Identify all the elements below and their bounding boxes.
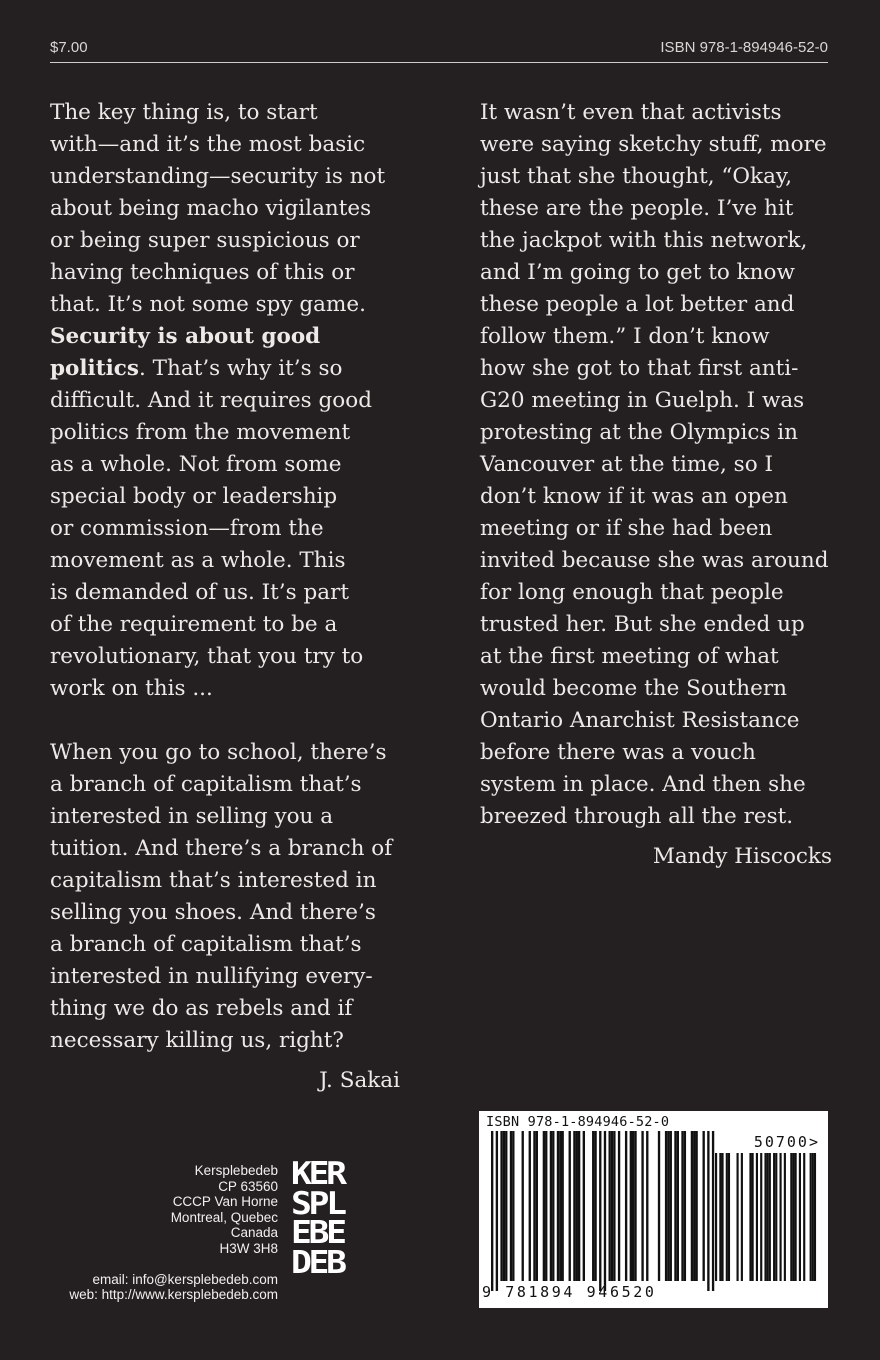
barcode-bar — [569, 1131, 571, 1281]
addon-bar — [780, 1153, 782, 1281]
barcode-bar — [604, 1131, 606, 1291]
barcode-bar — [646, 1131, 648, 1281]
addon-bar — [814, 1153, 816, 1281]
text-line: interested in nullifying every- — [50, 964, 373, 989]
address-line: Canada — [230, 1225, 278, 1241]
text-line: system in place. And then she — [480, 772, 806, 797]
logo-line: EBE — [291, 1215, 344, 1251]
addon-bar — [803, 1153, 805, 1281]
spacer — [50, 1257, 278, 1272]
text-line: understanding—security is not — [50, 164, 386, 189]
addon-bar — [769, 1153, 771, 1281]
barcode-bar — [545, 1131, 547, 1281]
barcode-bar — [670, 1131, 672, 1281]
barcode-bar — [562, 1131, 564, 1281]
addon-bar — [812, 1153, 814, 1281]
text-line-mixed — [50, 353, 400, 385]
addon-bar — [756, 1153, 758, 1281]
addon-bar — [795, 1153, 797, 1281]
text-line: with—and it’s the most basic — [50, 132, 366, 157]
barcode-price-addon: 50700> — [753, 1133, 820, 1151]
addon-bar — [752, 1153, 754, 1281]
barcode-bar — [677, 1131, 679, 1281]
text-line: protesting at the Olympics in — [480, 420, 798, 445]
right-quote — [480, 97, 832, 873]
barcode-bar — [667, 1131, 669, 1281]
text-line: these are the people. I’ve hit — [480, 196, 794, 221]
text-line: just that she thought, “Okay, — [480, 164, 793, 189]
text-line: selling you shoes. And there’s — [50, 900, 376, 925]
text-line: special body or leadership — [50, 484, 338, 509]
text-line: meeting or if she had been — [480, 516, 773, 541]
text-line: of the requirement to be a — [50, 612, 338, 637]
publisher-email: email: info@kersplebedeb.com — [92, 1271, 278, 1287]
addon-bar — [792, 1153, 794, 1281]
addon-bar — [721, 1153, 723, 1281]
addon-bar — [719, 1153, 721, 1281]
header-rule — [50, 62, 828, 63]
barcode-isbn-label: ISBN 978-1-894946-52-0 — [486, 1114, 670, 1130]
barcode-bar — [512, 1131, 514, 1281]
barcode-bar — [505, 1131, 507, 1281]
text-line: and I’m going to get to know — [480, 260, 795, 285]
text-line: follow them.” I don’t know — [480, 324, 770, 349]
address-line: Montreal, Quebec — [170, 1209, 278, 1225]
text-line: for long enough that people — [480, 580, 784, 605]
barcode-bar — [557, 1131, 559, 1281]
barcode-bar — [496, 1131, 498, 1291]
attribution-sakai: J. Sakai — [319, 1068, 400, 1093]
text-line: difficult. And it requires good — [50, 388, 372, 413]
left-quote-paragraph-1 — [50, 97, 400, 705]
barcode-bar — [691, 1131, 693, 1281]
barcode-bar — [583, 1131, 585, 1281]
text-line: about being macho vigilantes — [50, 196, 372, 221]
text-line: tuition. And there’s a branch of — [50, 836, 393, 861]
text-line: a branch of capitalism that’s — [50, 772, 362, 797]
addon-bar — [726, 1153, 728, 1281]
text-line: that. It’s not some spy game. — [50, 292, 366, 317]
text-line: breezed through all the rest. — [480, 804, 794, 829]
right-quote-paragraph — [480, 97, 832, 833]
barcode-bar — [618, 1131, 620, 1281]
address-line: CCCP Van Horne — [172, 1194, 278, 1210]
barcode-ean-digits: 9 781894 946520 — [482, 1283, 657, 1301]
isbn-barcode — [479, 1111, 828, 1308]
addon-bar — [741, 1153, 743, 1281]
text-line: is demanded of us. It’s part — [50, 580, 349, 605]
addon-bar — [773, 1153, 775, 1281]
addon-bar — [764, 1153, 766, 1281]
barcode-bar — [674, 1131, 676, 1281]
barcode-bar — [576, 1131, 578, 1281]
addon-bar — [760, 1153, 762, 1281]
text-line: movement as a whole. This — [50, 548, 346, 573]
text-fragment: . That’s why it’s so — [139, 356, 343, 381]
barcode-bar — [658, 1131, 660, 1281]
text-line: were saying sketchy stuff, more — [480, 132, 827, 157]
barcode-bar — [533, 1131, 535, 1281]
barcode-bar — [536, 1131, 538, 1281]
addon-bar — [749, 1153, 751, 1281]
barcode-bar — [491, 1131, 493, 1291]
text-line: or being super suspicious or — [50, 228, 360, 253]
barcode-bar — [625, 1131, 627, 1281]
address-line: Kersplebedeb — [194, 1163, 278, 1178]
addon-bar — [715, 1153, 717, 1281]
barcode-bar — [641, 1131, 643, 1281]
price-label: $7.00 — [50, 39, 88, 56]
barcode-bar — [599, 1131, 601, 1291]
barcode-bar — [500, 1131, 502, 1281]
addon-bar — [775, 1153, 777, 1281]
bold-text-line: Security is about good — [50, 324, 321, 349]
barcode-bar — [712, 1131, 714, 1291]
address-line: H3W 3H8 — [219, 1240, 278, 1256]
text-line: work on this ... — [50, 676, 213, 701]
left-quote — [50, 97, 400, 1097]
barcode-bar — [529, 1131, 531, 1281]
publisher-address — [50, 1163, 278, 1303]
addon-bar — [728, 1153, 730, 1281]
text-line: capitalism that’s interested in — [50, 868, 377, 893]
text-line: the jackpot with this network, — [480, 228, 808, 253]
barcode-bar — [665, 1131, 667, 1281]
text-line: would become the Southern — [480, 676, 787, 701]
barcode-bar — [510, 1131, 512, 1281]
addon-bar — [790, 1153, 792, 1281]
text-line: invited because she was around — [480, 548, 829, 573]
barcode-bar — [681, 1131, 683, 1281]
text-line: G20 meeting in Guelph. I was — [480, 388, 805, 413]
text-line: don’t know if it was an open — [480, 484, 788, 509]
text-line: necessary killing us, right? — [50, 1028, 344, 1053]
barcode-bar — [632, 1131, 634, 1281]
addon-bar — [767, 1153, 769, 1281]
text-line: Ontario Anarchist Resistance — [480, 708, 800, 733]
logo-line: KER — [291, 1156, 344, 1192]
text-line: politics from the movement — [50, 420, 351, 445]
text-line: Vancouver at the time, so I — [480, 452, 773, 477]
barcode-bar — [703, 1131, 705, 1281]
barcode-bar — [503, 1131, 505, 1281]
barcode-bar — [613, 1131, 615, 1281]
text-line: It wasn’t even that activists — [480, 100, 782, 125]
kersplebedeb-logo — [291, 1156, 371, 1281]
barcode-bar — [630, 1131, 632, 1281]
text-line: how she got to that first anti- — [480, 356, 799, 381]
barcode-bar — [592, 1131, 594, 1281]
attribution-hiscocks: Mandy Hiscocks — [652, 844, 832, 869]
text-line: or commission—from the — [50, 516, 324, 541]
text-line: these people a lot better and — [480, 292, 795, 317]
text-line: before there was a vouch — [480, 740, 756, 765]
addon-bar — [737, 1153, 739, 1281]
text-line: interested in selling you a — [50, 804, 334, 829]
left-quote-paragraph-2 — [50, 737, 400, 1057]
text-line: revolutionary, that you try to — [50, 644, 364, 669]
address-line: CP 63560 — [218, 1178, 278, 1194]
text-line: When you go to school, there’s — [50, 740, 387, 765]
isbn-header: ISBN 978-1-894946-52-0 — [660, 39, 828, 56]
addon-bar — [810, 1153, 812, 1281]
barcode-bar — [634, 1131, 636, 1281]
barcode-bar — [573, 1131, 575, 1281]
barcode-bar — [550, 1131, 552, 1281]
addon-bar — [784, 1153, 786, 1281]
barcode-bar — [611, 1131, 613, 1281]
barcode-bar — [684, 1131, 686, 1281]
logo-line: SPL — [291, 1185, 344, 1222]
barcode-bar — [695, 1131, 697, 1281]
text-line: having techniques of this or — [50, 260, 355, 285]
publisher-web: web: http://www.kersplebedeb.com — [69, 1287, 278, 1303]
text-line: as a whole. Not from some — [50, 452, 342, 477]
barcode-bar — [578, 1131, 580, 1281]
logo-line: DEB — [291, 1244, 344, 1281]
text-line: at the first meeting of what — [480, 644, 779, 669]
text-line: The key thing is, to start — [50, 100, 318, 125]
bold-text: politics — [50, 356, 140, 381]
barcode-bar — [543, 1131, 545, 1281]
addon-bar — [799, 1153, 801, 1281]
barcode-bar — [559, 1131, 561, 1281]
barcode-bar — [609, 1131, 611, 1281]
barcode-bar — [693, 1131, 695, 1281]
text-line: a branch of capitalism that’s — [50, 932, 362, 957]
barcode-bar — [707, 1131, 709, 1291]
text-line: trusted her. But she ended up — [480, 612, 805, 637]
barcode-bar — [552, 1131, 554, 1281]
barcode-bar — [594, 1131, 596, 1281]
barcode-bar — [522, 1131, 524, 1281]
text-line: thing we do as rebels and if — [50, 996, 353, 1021]
